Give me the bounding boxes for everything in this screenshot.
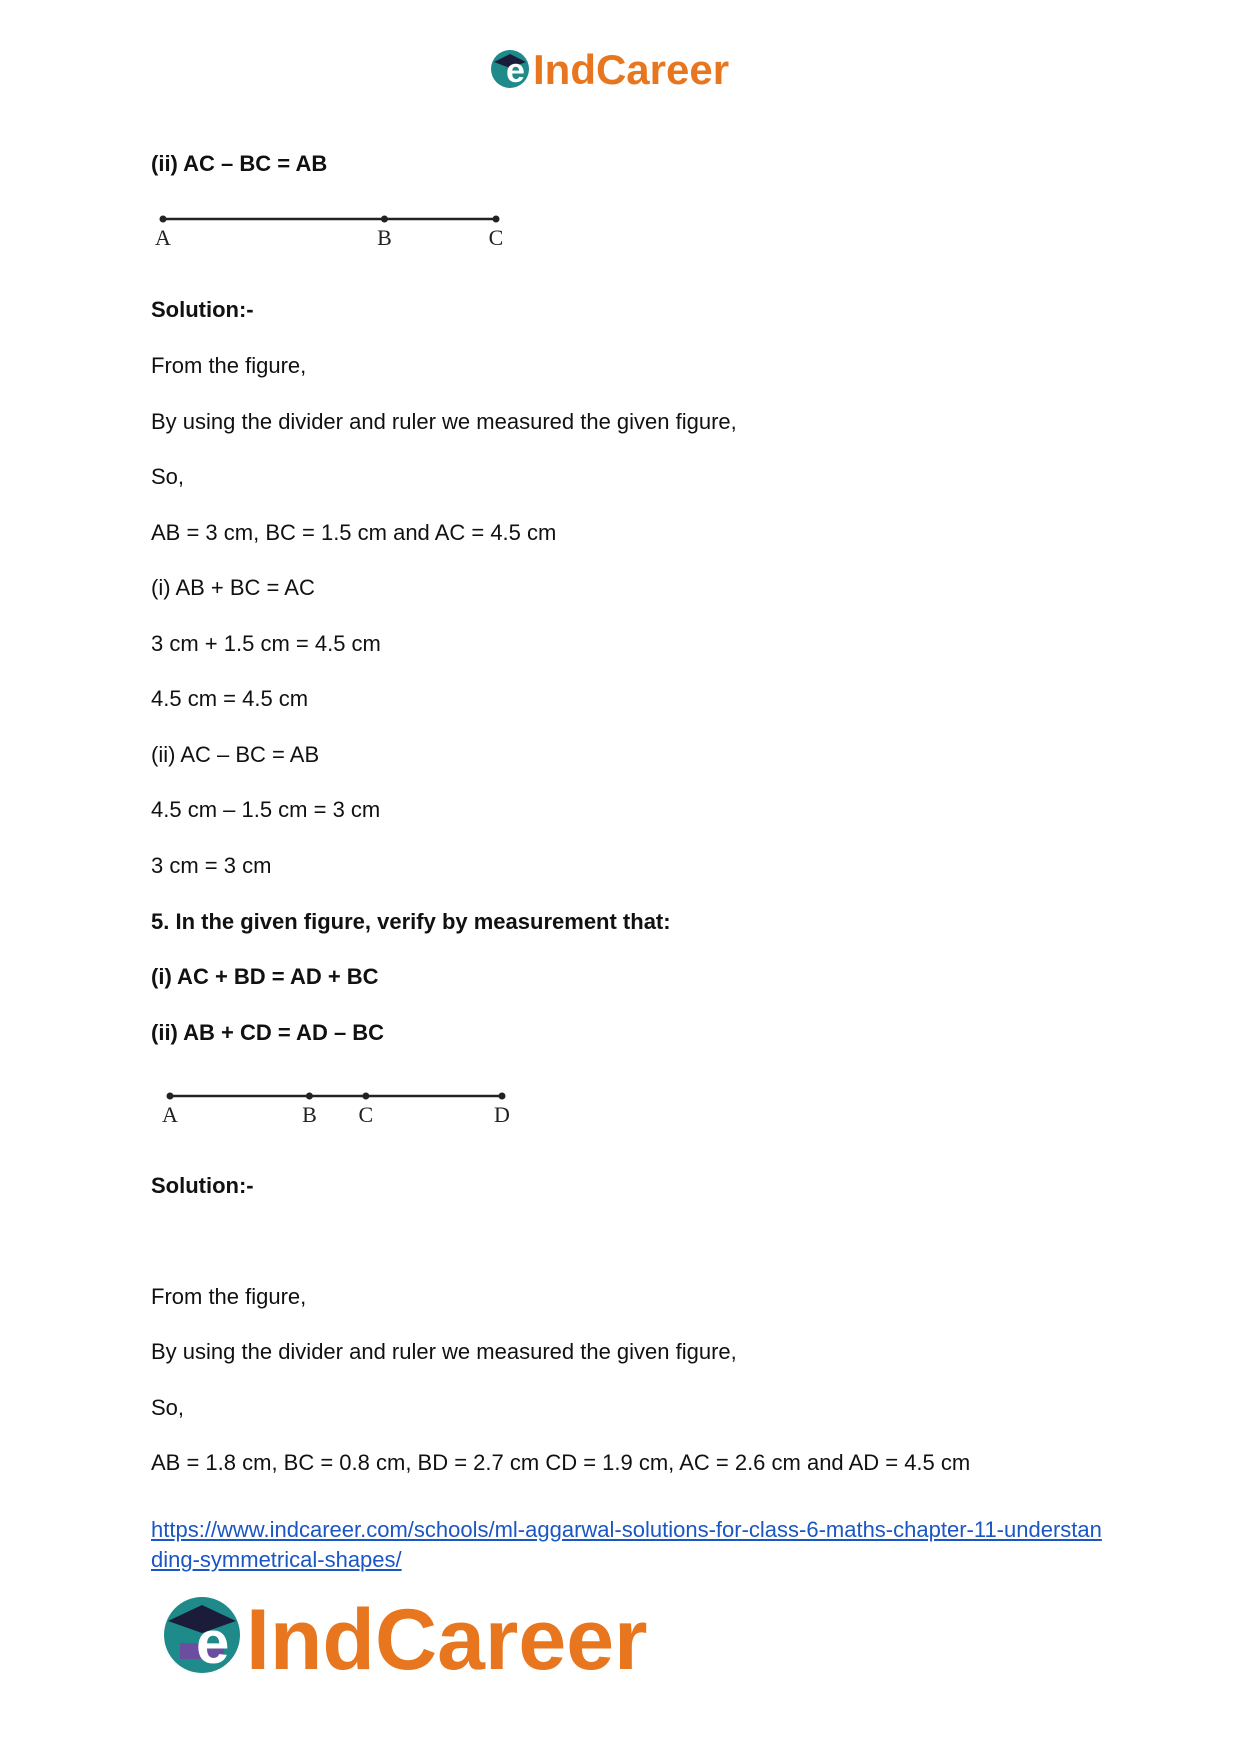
line-segment-figure-abc bbox=[150, 205, 510, 255]
source-link[interactable]: https://www.indcareer.com/schools/ml-aggarwal-solutions-for-class-6-maths-chapter-11-understanding-symmetrical-shapes/ bbox=[151, 1517, 1102, 1572]
solution-line: From the figure, bbox=[151, 353, 307, 378]
point-label-b: B bbox=[302, 1102, 317, 1127]
question-part-ii: (ii) AC – BC = AB bbox=[151, 151, 328, 176]
question-5-part-i: (i) AC + BD = AD + BC bbox=[151, 964, 379, 989]
point-c bbox=[493, 216, 500, 223]
svg-text:e: e bbox=[506, 52, 525, 90]
indcareer-logo-bottom bbox=[160, 1585, 705, 1681]
solution-line: By using the divider and ruler we measured the given figure, bbox=[151, 1339, 737, 1364]
question-5-title: 5. In the given figure, verify by measurement that: bbox=[151, 909, 671, 934]
solution-heading: Solution:- bbox=[151, 297, 254, 322]
solution-line: So, bbox=[151, 464, 185, 489]
logo-wordmark: IndCareer bbox=[533, 46, 730, 92]
point-label-c: C bbox=[488, 225, 504, 250]
solution-line: 3 cm = 3 cm bbox=[151, 853, 272, 878]
point-label-c: C bbox=[358, 1102, 374, 1127]
point-b bbox=[306, 1093, 313, 1100]
point-b bbox=[381, 216, 388, 223]
solution-line: So, bbox=[151, 1395, 185, 1420]
question-5-part-ii: (ii) AB + CD = AD – BC bbox=[151, 1020, 385, 1045]
point-label-a: A bbox=[162, 1102, 178, 1127]
solution-line: (i) AB + BC = AC bbox=[151, 575, 315, 600]
solution-heading: Solution:- bbox=[151, 1173, 254, 1198]
solution-line: 4.5 cm = 4.5 cm bbox=[151, 686, 309, 711]
logo-wordmark: IndCareer bbox=[246, 1592, 648, 1681]
point-a bbox=[160, 216, 167, 223]
point-label-a: A bbox=[155, 225, 171, 250]
point-label-b: B bbox=[377, 225, 392, 250]
point-c bbox=[362, 1093, 369, 1100]
solution-line: AB = 3 cm, BC = 1.5 cm and AC = 4.5 cm bbox=[151, 520, 557, 545]
point-a bbox=[167, 1093, 174, 1100]
solution-line: (ii) AC – BC = AB bbox=[151, 742, 320, 767]
indcareer-logo-top bbox=[488, 44, 763, 92]
solution-line: From the figure, bbox=[151, 1284, 307, 1309]
line-segment-figure-abcd bbox=[150, 1082, 520, 1132]
point-label-d: D bbox=[494, 1102, 510, 1127]
solution-line: AB = 1.8 cm, BC = 0.8 cm, BD = 2.7 cm CD = 1.9 cm, AC = 2.6 cm and AD = 4.5 cm bbox=[151, 1450, 971, 1475]
solution-line: 4.5 cm – 1.5 cm = 3 cm bbox=[151, 797, 381, 822]
solution-line: 3 cm + 1.5 cm = 4.5 cm bbox=[151, 631, 381, 656]
point-d bbox=[499, 1093, 506, 1100]
svg-text:e: e bbox=[196, 1609, 230, 1676]
solution-line: By using the divider and ruler we measured the given figure, bbox=[151, 409, 737, 434]
